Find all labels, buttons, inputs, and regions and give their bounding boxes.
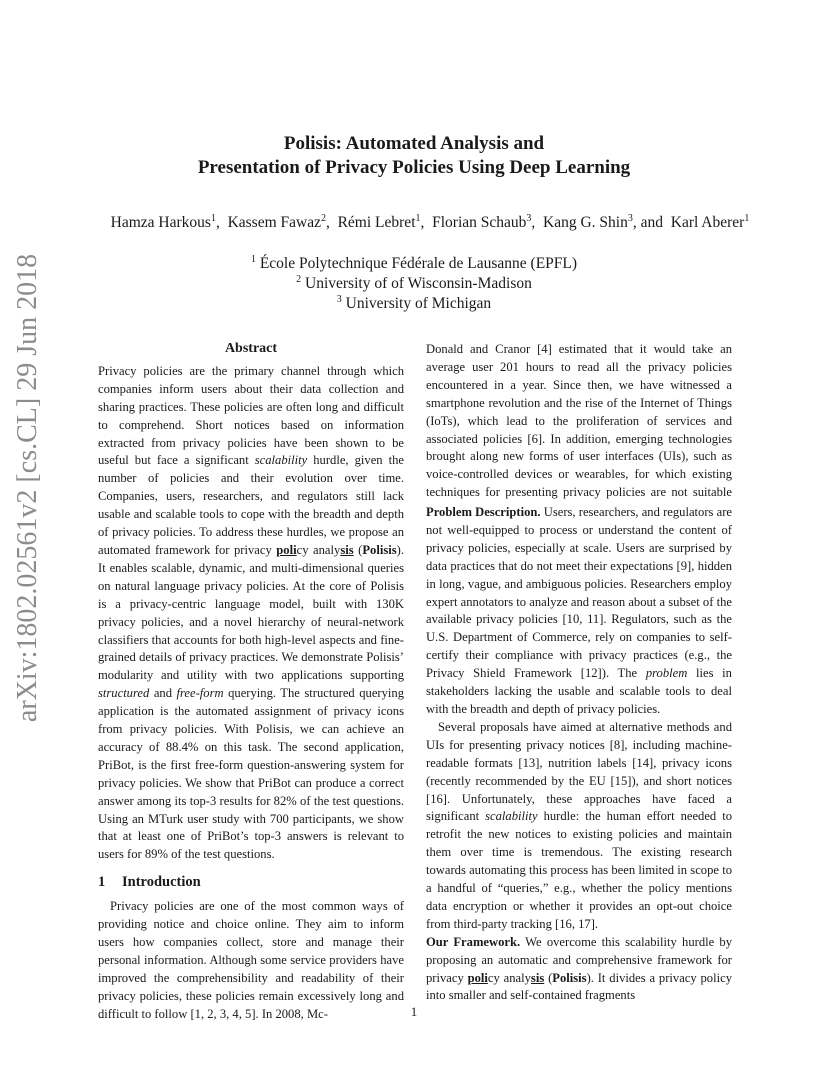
title-line-2: Presentation of Privacy Policies Using Deep Learning [197, 157, 631, 178]
affiliation-sup: 3 [336, 293, 342, 305]
affiliation [0, 294, 828, 314]
acronym-highlight: sis [340, 542, 354, 557]
author-affil-sup: 1 [744, 212, 750, 224]
section-heading [98, 874, 404, 892]
abstract-text: and [149, 686, 177, 701]
system-name: Polisis [362, 542, 397, 557]
affiliation-name: École Polytechnique Fédérale de Lausanne (EPFL) [259, 255, 578, 272]
author-list [100, 214, 760, 232]
author-name: Rémi Lebret [337, 214, 416, 231]
author-separator: , [325, 214, 334, 231]
author-separator: , [531, 214, 540, 231]
intro-paragraph-continued [426, 341, 732, 504]
abstract-text: ( [353, 542, 363, 557]
abstract-emphasis: structured [98, 686, 150, 701]
abstract-text: querying. The structured querying application is the automated assignment of privacy icons from privacy policies. With Polisis, we can achieve an accuracy of 88.4% on this task. The second application, PriBot, is the first free-form question-answering system for privacy policies. We show that PriBot can produce a correct answer among its top-3 results for 82% of the test questions. Using an MTurk user study with 700 participants, we show that at least one of PriBot’s top-3 answers is relevant to users for 89% of the test questions. [98, 686, 404, 862]
author-affil-sup: 1 [210, 212, 216, 224]
author-affil-sup: 3 [627, 212, 633, 224]
author-separator: , [420, 214, 429, 231]
acronym-highlight: poli [276, 542, 297, 557]
abstract-text: cy analy [296, 542, 341, 557]
author-name: Kang G. Shin [543, 214, 628, 231]
author-affil-sup: 3 [526, 212, 532, 224]
author-affil-sup: 1 [415, 212, 421, 224]
author-name: Florian Schaub [432, 214, 527, 231]
author-separator: , and [632, 214, 667, 231]
affiliation [0, 254, 828, 274]
paragraph-text: hurdle: the human effort needed to retrofit the new notices to existing policies and maintain them over time is tremendous. The existing research towards automating this process has been limited in scope to a handful of “queries,” e.g., whether the policy mentions data encryption or whether it provides an opt-out choice from third-party tracking [16, 17]. [426, 809, 732, 931]
proposals-paragraph [426, 719, 732, 934]
author-affil-sup: 2 [320, 212, 326, 224]
run-in-heading: Problem Description. [426, 505, 541, 519]
problem-paragraph [426, 504, 732, 719]
affiliation-name: University of of Wisconsin-Madison [305, 275, 532, 292]
paragraph-text: lies in stakeholders lacking the usable and scalable tools to deal with the breadth and depth of privacy policies. [426, 666, 732, 716]
paragraph-emphasis: problem [645, 666, 688, 681]
affiliation-sup: 1 [250, 253, 256, 265]
abstract-emphasis: scalability [254, 453, 308, 468]
abstract-text: ). It enables scalable, dynamic, and multi-dimensional queries on natural language privacy policies. At the core of Polisis is a privacy-centric language model, built with 130K privacy policies, and a novel hierarchy of neural-network classifiers that accounts for both high-level aspects and fine-grained details of privacy practices. We demonstrate Polisis’ modularity and utility with two applications supporting [98, 542, 404, 683]
affiliation [0, 274, 828, 294]
abstract-text: hurdle, given the number of policies and their evolution over time. Companies, users, researchers, and regulators still lack usable and scalable tools to cope with the breadth and depth of privacy policies. To address these hurdles, we propose an automated framework for privacy [98, 453, 404, 557]
paragraph-text: ). It divides a privacy policy into smaller and self-contained fragments [426, 970, 732, 1003]
system-name: Polisis [552, 970, 587, 985]
section-number: 1 [98, 874, 106, 891]
acronym-highlight: sis [530, 970, 545, 985]
author-separator: , [215, 214, 224, 231]
affiliation-list [0, 254, 828, 314]
abstract-emphasis: free-form [176, 686, 224, 701]
intro-continuation-text: Donald and Cranor [4] estimated that it would take an average user 201 hours to read all the privacy policies encountered in a year. Since then, we have witnessed a smartphone revolution and the rise of the Internet of Things (IoTs), which lead to the proliferation of services and associated policies [6]. In addition, emerging technologies brought along new forms of user interfaces (UIs), such as voice-controlled devices or wearables, for which existing techniques for presenting privacy policies are not suitable [426, 342, 732, 500]
affiliation-sup: 2 [296, 273, 302, 285]
paragraph-text: ( [544, 970, 553, 985]
affiliation-name: University of Michigan [345, 295, 492, 312]
author-name: Hamza Harkous [110, 214, 211, 231]
abstract-text: Privacy policies are the primary channel through which companies inform users about their data collection and sharing practices. These policies are often long and difficult to comprehend. Short notices based on information extracted from privacy policies have been shown to be useful but face a significant [98, 363, 404, 468]
author-name: Karl Aberer [670, 214, 745, 231]
title-line-1: Polisis: Automated Analysis and [283, 133, 545, 154]
page-number: 1 [410, 1004, 418, 1019]
abstract-paragraph [98, 363, 404, 864]
arxiv-sidebar-stamp: arXiv:1802.02561v2 [cs.CL] 29 Jun 2018 [12, 253, 43, 723]
right-column [426, 341, 732, 1005]
intro-paragraph: Privacy policies are one of the most common ways of providing notice and choice online. They aim to inform users how companies collect, store and manage their personal information. Although some service providers have improved the comprehensibility and readability of their privacy policies, these policies remain excessively long and difficult to follow [1, 2, 3, 4, 5]. In 2008, Mc- [98, 899, 404, 1021]
section-title: Introduction [122, 874, 201, 891]
paragraph-text: cy analy [487, 970, 531, 985]
author-name: Kassem Fawaz [227, 214, 321, 231]
paragraph-text: Several proposals have aimed at alternative methods and UIs for presenting privacy notices [8], including machine-readable formats [13], nutrition labels [14], privacy icons (recently recommended by the EU [15]), and short notices [16]. Unfortunately, these approaches have faced a significant [426, 719, 732, 824]
acronym-highlight: poli [467, 970, 488, 985]
run-in-heading: Our Framework. [426, 934, 521, 949]
abstract-heading: Abstract [224, 341, 278, 356]
paragraph-text: We overcome this scalability hurdle by proposing an automatic and comprehensive framework for privacy [426, 934, 732, 985]
left-column [98, 340, 404, 1042]
paragraph-emphasis: scalability [485, 809, 538, 824]
paper-title [0, 132, 828, 180]
paragraph-text: Users, researchers, and regulators are not well-equipped to process or understand the content of privacy policies, especially at scale. Users are surprised by data practices that do not meet their expectations [9], hidden in long, vague, and ambiguous policies. Researchers employ expert annotators to analyze and reason about a subset of the available privacy policies [10, 11]. Regulators, such as the U.S. Department of Commerce, rely on companies to self-certify their compliance with privacy practices (e.g., the Privacy Shield Framework [12]). The [426, 505, 733, 681]
framework-paragraph [426, 934, 732, 1006]
